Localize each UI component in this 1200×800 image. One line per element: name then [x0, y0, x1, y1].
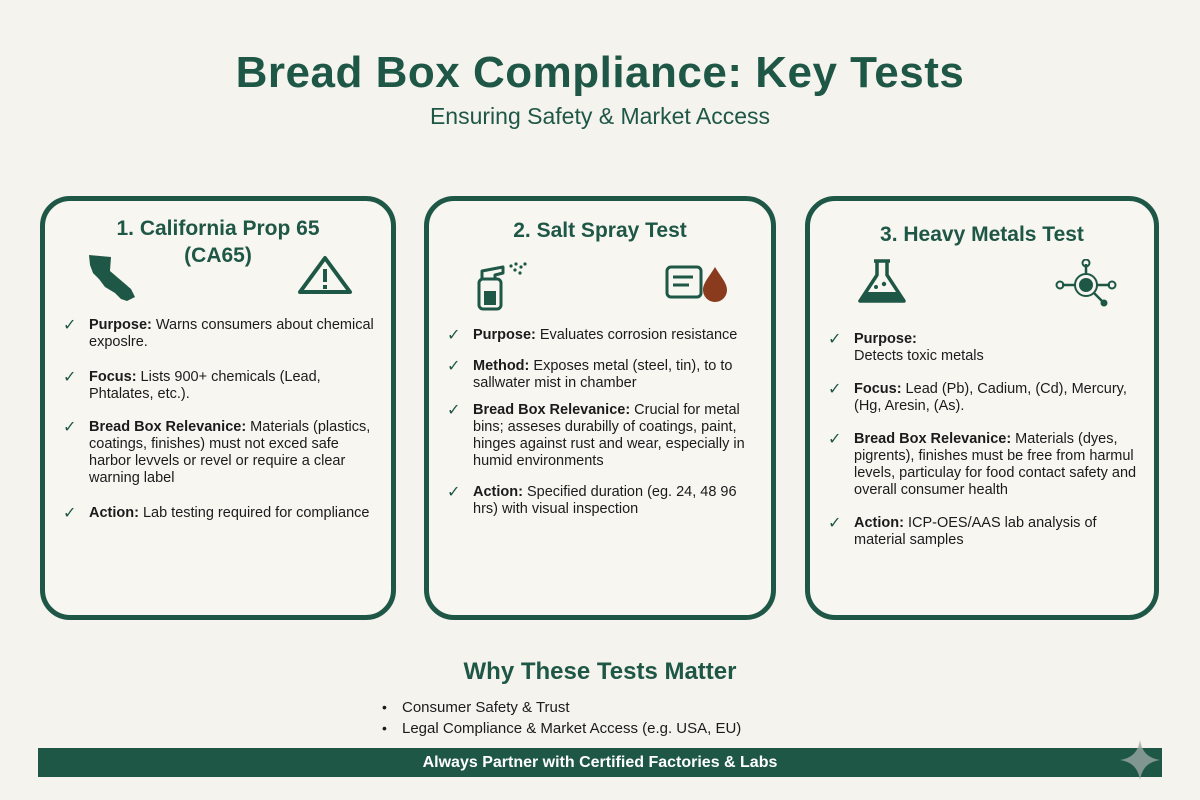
card-title: 3. Heavy Metals Test — [880, 223, 1084, 246]
check-icon: ✓ — [63, 419, 77, 436]
card-title: 2. Salt Spray Test — [513, 219, 687, 242]
list-item: ✓ Action: Specified duration (eg. 24, 48 96 hrs) with visual inspection — [447, 484, 737, 517]
card-items — [824, 331, 1140, 549]
list-item: ✓ Action: ICP-OES/AAS lab analysis of material samples — [828, 515, 1097, 548]
sparkle-icon — [1118, 738, 1162, 782]
california-map-icon — [83, 253, 145, 303]
card-items — [443, 327, 757, 518]
card-heavy-metals — [805, 196, 1159, 620]
check-icon: ✓ — [447, 402, 461, 419]
check-icon: ✓ — [447, 327, 461, 344]
card-california-prop65 — [40, 196, 396, 620]
list-item: ✓ Bread Box Relevanice: Crucial for metal bins; asseses durabilly of coatings, paint, hinges against rust and wear, especially in humid environments — [447, 402, 745, 469]
card-salt-spray — [424, 196, 776, 620]
list-item: ✓ Method: Exposes metal (steel, tin), to to sallwater mist in chamber — [447, 358, 733, 391]
check-icon: ✓ — [63, 317, 77, 334]
flask-icon — [852, 257, 912, 307]
list-item: ✓ Purpose: Warns consumers about chemical exposlre. — [63, 317, 374, 350]
list-item: ✓ Purpose: Detects toxic metals — [828, 331, 984, 364]
card-title-line2: (CA65) — [184, 244, 252, 267]
list-item: ✓ Bread Box Relevanice: Materials (dyes, pigrents), finishes must be free from harmul levels, particulay for food contact safety and overall consumer health — [828, 431, 1137, 498]
list-item: • Consumer Safety & Trust — [380, 697, 741, 718]
page-subtitle: Ensuring Safety & Market Access — [429, 103, 771, 129]
list-item: ✓ Purpose: Evaluates corrosion resistance — [447, 327, 738, 344]
card-title-line1: 1. California Prop 65 — [116, 217, 320, 240]
check-icon: ✓ — [828, 431, 842, 448]
warning-triangle-icon — [297, 255, 353, 295]
list-item: ✓ Action: Lab testing required for compliance — [63, 505, 370, 522]
check-icon: ✓ — [828, 331, 842, 348]
spray-bottle-icon — [467, 261, 537, 311]
why-bullet-list — [380, 697, 741, 739]
check-icon: ✓ — [828, 515, 842, 532]
corrosion-droplet-icon — [661, 261, 741, 305]
molecule-icon — [1054, 259, 1118, 311]
list-item: ✓ Focus: Lead (Pb), Cadium, (Cd), Mercury, (Hg, Aresin, (As). — [828, 381, 1127, 414]
list-item: • Legal Compliance & Market Access (e.g. USA, EU) — [380, 718, 741, 739]
check-icon: ✓ — [63, 369, 77, 386]
check-icon: ✓ — [63, 505, 77, 522]
footer-banner: Always Partner with Certified Factories & Labs — [38, 748, 1162, 777]
check-icon: ✓ — [447, 358, 461, 375]
page-title: Bread Box Compliance: Key Tests — [235, 48, 965, 97]
check-icon: ✓ — [447, 484, 461, 501]
list-item: ✓ Focus: Lists 900+ chemicals (Lead, Phtalates, etc.). — [63, 369, 321, 402]
section-title-why: Why These Tests Matter — [463, 658, 737, 685]
card-items — [59, 317, 377, 522]
check-icon: ✓ — [828, 381, 842, 398]
list-item: ✓ Bread Box Relevanice: Materials (plastics, coatings, finishes) must not exced safe harbor levvels or revel or require a clear warning label — [63, 419, 371, 486]
